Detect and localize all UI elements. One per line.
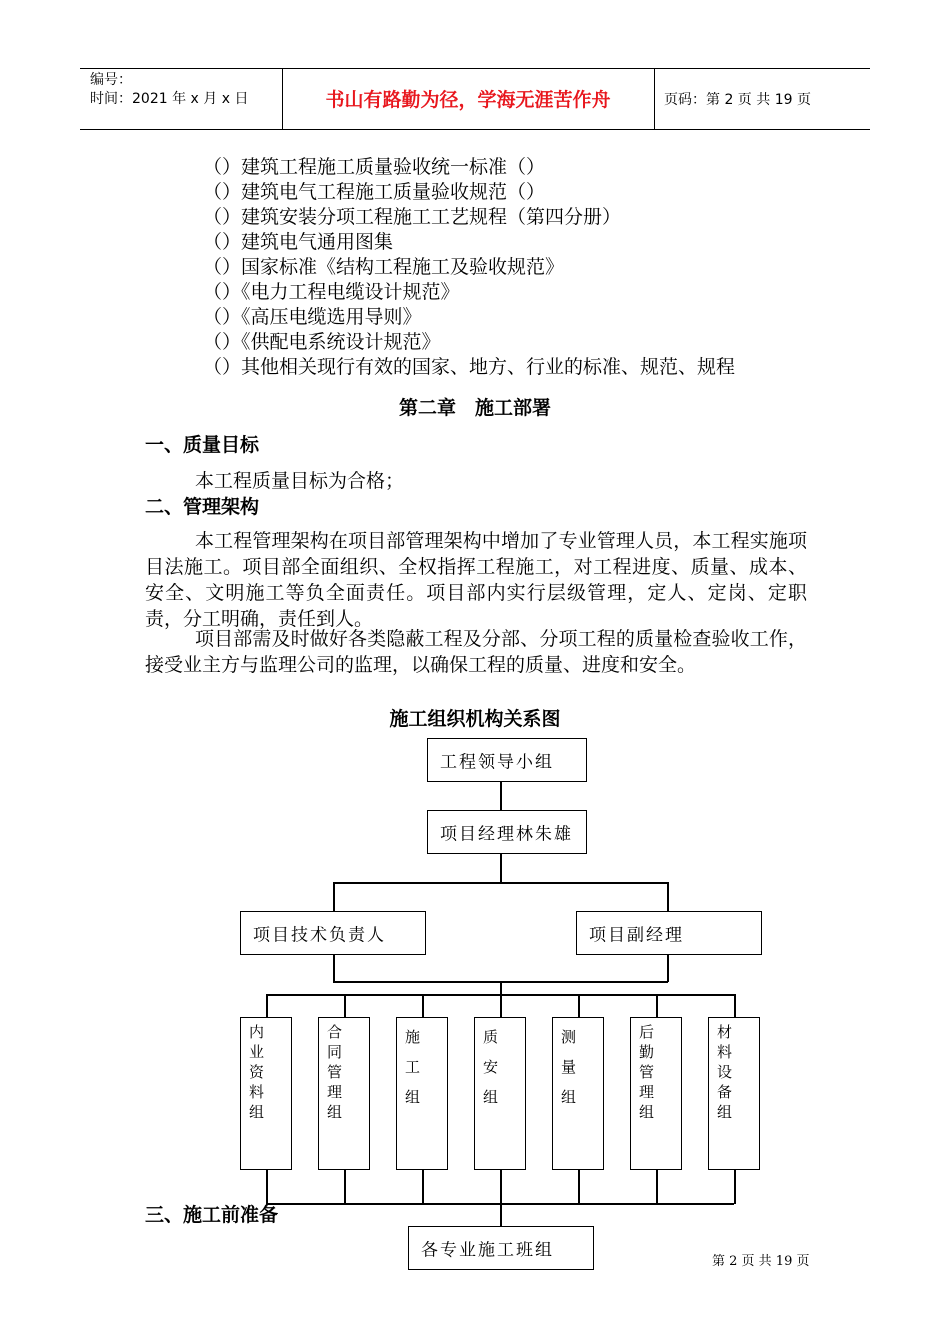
org-group-box <box>708 1017 760 1170</box>
org-box-teams <box>408 1226 594 1270</box>
connector-line <box>333 954 335 982</box>
org-group-box <box>318 1017 370 1170</box>
org-box-tech-lead <box>240 911 426 955</box>
connector-line <box>266 994 268 1018</box>
org-group-label: 合同管理组 <box>327 1023 343 1121</box>
org-group-box <box>396 1017 448 1170</box>
org-group-box <box>552 1017 604 1170</box>
connector-line <box>500 781 502 811</box>
org-group-label: 材料设备组 <box>717 1023 733 1121</box>
standard-item: （）建筑工程施工质量验收统一标准（） <box>203 156 546 178</box>
org-box-leadership <box>427 738 587 782</box>
org-box-label: 项目技术负责人 <box>253 925 386 946</box>
org-box-deputy <box>576 911 762 955</box>
org-box-label: 工程领导小组 <box>440 752 554 773</box>
org-group-label: 测量组 <box>561 1028 577 1106</box>
standard-item: （）《供配电系统设计规范》 <box>203 331 441 353</box>
header-time: 时间：2021 年 x 月 x 日 <box>90 91 249 107</box>
org-box-manager <box>427 810 587 854</box>
standard-item: （）《电力工程电缆设计规范》 <box>203 281 460 303</box>
connector-line <box>333 882 335 912</box>
connector-line <box>578 1169 580 1204</box>
standard-item: （）其他相关现行有效的国家、地方、行业的标准、规范、规程 <box>203 356 736 378</box>
org-group-label: 内业资料组 <box>249 1023 265 1121</box>
connector-line <box>500 994 502 1018</box>
header-motto: 书山有路勤为径，学海无涯苦作舟 <box>325 89 611 111</box>
org-group-box <box>630 1017 682 1170</box>
connector-line <box>656 1169 658 1204</box>
org-chart-title: 施工组织机构关系图 <box>389 708 561 730</box>
connector-line <box>667 954 669 982</box>
org-box-label: 各专业施工班组 <box>421 1240 554 1261</box>
footer-page-number: 第 2 页 共 19 页 <box>712 1254 810 1269</box>
connector-line <box>734 994 736 1018</box>
connector-line <box>500 981 502 995</box>
connector-line <box>422 994 424 1018</box>
connector-line <box>422 1169 424 1204</box>
org-group-label: 后勤管理组 <box>639 1023 655 1121</box>
connector-line <box>667 882 669 912</box>
connector-line <box>500 1169 502 1204</box>
header-number: 编号： <box>90 72 132 88</box>
org-group-box <box>240 1017 292 1170</box>
org-group-label: 施工组 <box>405 1028 421 1106</box>
connector-line <box>500 853 502 883</box>
header-page-number: 页码：第 2 页 共 19 页 <box>664 92 811 108</box>
header-divider <box>654 69 655 129</box>
connector-line <box>734 1169 736 1204</box>
page-header <box>80 68 870 130</box>
section-heading: 三、施工前准备 <box>145 1204 279 1226</box>
org-box-label: 项目经理林朱雄 <box>440 824 573 845</box>
org-group-label: 质安组 <box>483 1028 499 1106</box>
section-heading: 二、管理架构 <box>145 496 260 518</box>
standard-item: （）《高压电缆选用导则》 <box>203 306 422 328</box>
chapter-title: 第二章 施工部署 <box>398 397 551 419</box>
connector-line <box>333 882 668 884</box>
standard-item: （）国家标准《结构工程施工及验收规范》 <box>203 256 565 278</box>
standard-item: （）建筑电气通用图集 <box>203 231 394 253</box>
standard-item: （）建筑电气工程施工质量验收规范（） <box>203 181 546 203</box>
header-meta <box>90 71 248 109</box>
standard-item: （）建筑安装分项工程施工工艺规程（第四分册） <box>203 206 622 228</box>
connector-line <box>578 994 580 1018</box>
section-text: 本工程质量目标为合格； <box>195 470 405 492</box>
section-heading: 一、质量目标 <box>145 434 260 456</box>
connector-line <box>656 994 658 1018</box>
connector-line <box>266 1169 268 1204</box>
paragraph: 项目部需及时做好各类隐蔽工程及分部、分项工程的质量检查验收工作，接受业主方与监理公司的监理，以确保工程的质量、进度和安全。 <box>145 628 807 676</box>
org-box-label: 项目副经理 <box>589 925 684 946</box>
paragraph: 本工程管理架构在项目部管理架构中增加了专业管理人员，本工程实施项目法施工。项目部全面组织、全权指挥工程施工，对工程进度、质量、成本、安全、文明施工等负全面责任。项目部内实行层级管理，定人、定岗、定职责，分工明确，责任到人。 <box>145 530 807 630</box>
connector-line <box>344 994 346 1018</box>
connector-line <box>344 1169 346 1204</box>
org-group-box <box>474 1017 526 1170</box>
connector-line <box>500 1203 502 1227</box>
